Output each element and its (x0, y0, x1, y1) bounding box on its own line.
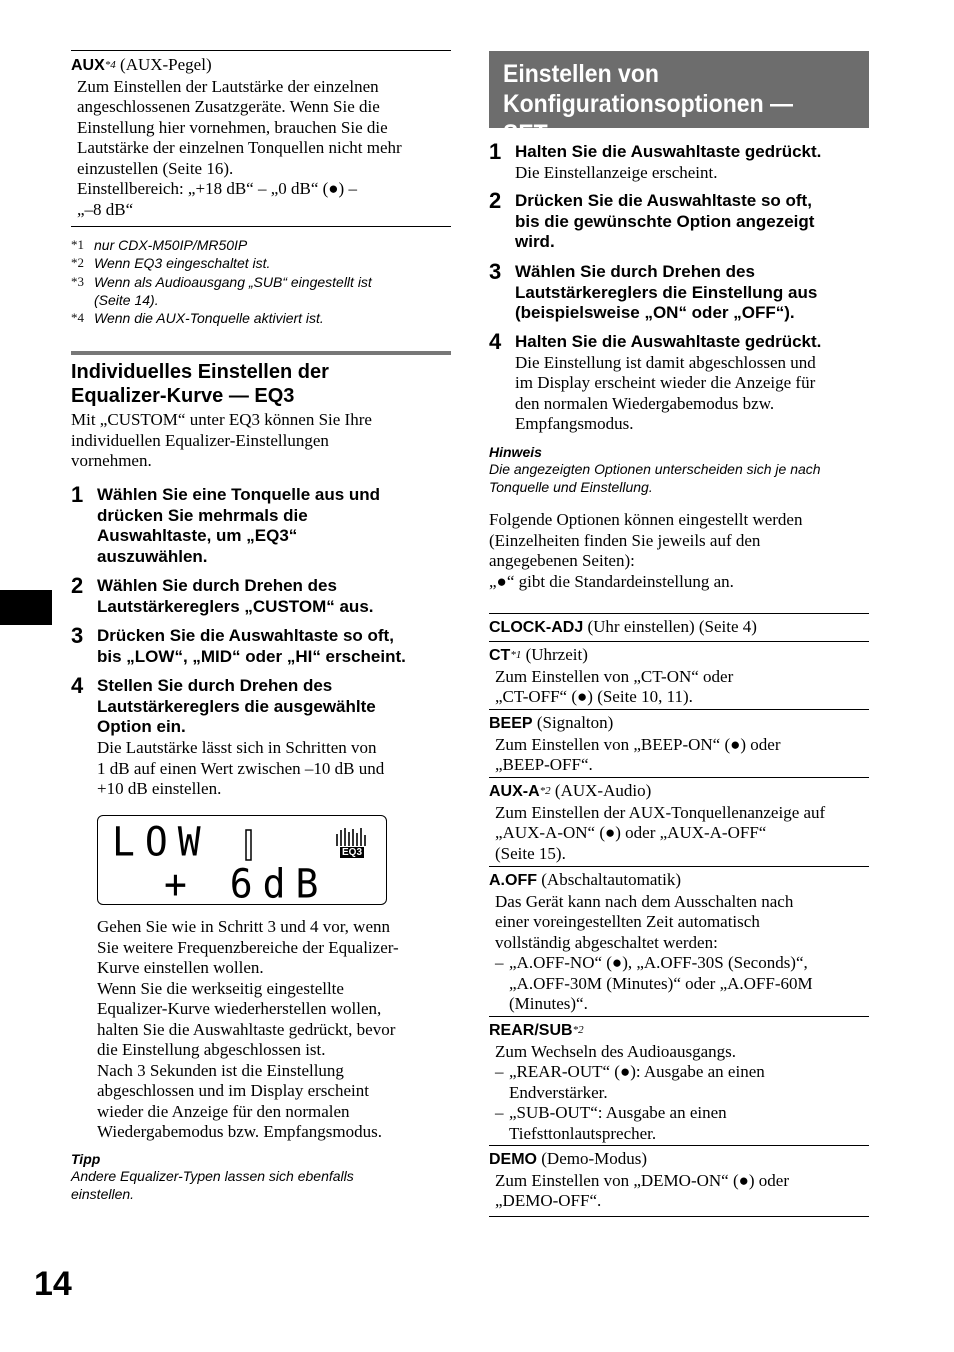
option-sup: *2 (572, 1024, 584, 1036)
option-dash-line: Endverstärker. (509, 1082, 608, 1102)
text-line: (Einzelheiten finden Sie jeweils auf den (489, 530, 761, 550)
text-line: angeschlossenen Zusatzgeräte. Wenn Sie die (77, 97, 380, 116)
section-rule (71, 351, 451, 355)
option-dash-line: „A.OFF-NO“ (●), „A.OFF-30S (Seconds)“, (509, 953, 808, 972)
footnote-mark: *1 (71, 237, 84, 252)
option-description: vollständig abgeschaltet werden: (495, 932, 718, 952)
text-line: Kurve einstellen wollen. (97, 958, 264, 977)
text-line: Lautstärke der einzelnen Tonquellen nicht mehr (77, 138, 402, 157)
section-thumb-tab (0, 590, 52, 625)
aux-option-title: AUX (71, 57, 105, 74)
step-text: wird. (515, 232, 555, 252)
eq3-badge: EQ3 (342, 847, 363, 858)
option-subtitle: (Abschaltautomatik) (541, 870, 681, 889)
banner-line: Konfigurationsoptionen — SET (503, 90, 794, 148)
text-line: wieder die Anzeige für den normalen (97, 1101, 350, 1121)
text-line: vornehmen. (71, 451, 152, 470)
step-text: Option ein. (97, 717, 186, 737)
option-a-off (489, 866, 869, 1015)
tip-text: einstellen. (71, 1186, 135, 1202)
text-line: halten Sie die Auswahltaste gedrückt, bevor (97, 1019, 396, 1039)
option-dash-line: „SUB-OUT“: Ausgabe an einen (509, 1103, 727, 1122)
eq3-graphic-icon (334, 826, 370, 858)
step-text: Lautstärkereglers die Einstellung aus (515, 282, 818, 302)
set-step-4 (489, 329, 869, 435)
option-title: CT (489, 647, 511, 664)
step-text: Wählen Sie durch Drehen des (97, 576, 337, 595)
text-line: individuellen Equalizer-Einstellungen (71, 430, 329, 450)
step-text: auszuwählen. (97, 547, 208, 567)
option-rear-sub (489, 1016, 869, 1144)
text-line: die Einstellung abgeschlossen ist. (97, 1040, 326, 1059)
step-number: 1 (489, 139, 502, 164)
option-description: Zum Einstellen der AUX-Tonquellenanzeige auf (495, 802, 826, 822)
option-dash-line: „A.OFF-30M (Minutes)“ oder „A.OFF-60M (509, 973, 813, 993)
option-description: Das Gerät kann nach dem Ausschalten nach (495, 891, 794, 911)
option-title: AUX-A (489, 783, 540, 800)
text-line: „–8 dB“ (77, 199, 134, 219)
footnote (71, 273, 451, 291)
step-text: Drücken Sie die Auswahltaste so oft, (515, 191, 812, 210)
footnote-text: Wenn EQ3 eingeschaltet ist. (94, 255, 271, 272)
option-dash-item: – „REAR-OUT“ (●): Ausgabe an einen Endverstärker. (489, 1062, 869, 1103)
option-title: DEMO (489, 1151, 537, 1168)
option-sup: *1 (510, 649, 522, 661)
tip-box (71, 1151, 451, 1203)
step-description: Empfangsmodus. (515, 414, 634, 434)
footnote (71, 291, 451, 309)
step-description: im Display erscheint wieder die Anzeige für (515, 373, 816, 393)
step-text: bis die gewünschte Option angezeigt (515, 211, 815, 231)
text-line: einzustellen (Seite 16). (77, 158, 234, 178)
option-title: BEEP (489, 715, 533, 732)
lcd-line-2: + 6dB (164, 860, 329, 908)
step-number: 2 (489, 188, 502, 213)
step-text: Auswahltaste, um „EQ3“ (97, 526, 298, 546)
text-line: Nach 3 Sekunden ist die Einstellung (97, 1060, 344, 1080)
page-number: 14 (34, 1265, 72, 1303)
option-demo (489, 1145, 869, 1217)
footnote-mark: *4 (71, 310, 84, 326)
option-subtitle: (Signalton) (536, 713, 614, 732)
level-marker-icon (244, 828, 254, 862)
step-description: den normalen Wiedergabemodus bzw. (515, 393, 775, 413)
step-description: Die Lautstärke lässt sich in Schritten von (97, 738, 377, 758)
text-line: abgeschlossen und im Display erscheint (97, 1081, 369, 1100)
option-description: „AUX-A-ON“ (●) oder „AUX-A-OFF“ (495, 823, 767, 842)
option-description: (Seite 15). (495, 843, 566, 863)
aux-option-box (71, 50, 451, 227)
step-text: bis „LOW“, „MID“ oder „HI“ erscheint. (97, 646, 406, 666)
option-subtitle: (AUX-Audio) (554, 781, 652, 800)
step-text: Drücken Sie die Auswahltaste so oft, (97, 626, 394, 645)
text-line: Einstellung hier vornehmen, brauchen Sie die (77, 117, 388, 137)
heading-line: Equalizer-Kurve — EQ3 (71, 385, 295, 407)
lcd-line-1: LOW (112, 818, 211, 866)
step-text: Halten Sie die Auswahltaste gedrückt. (515, 332, 822, 351)
footnote (71, 309, 451, 327)
option-description: „DEMO-OFF“. (495, 1191, 602, 1210)
text-line: Zum Einstellen der Lautstärke der einzelnen (77, 76, 379, 96)
option-dash-item: – „SUB-OUT“: Ausgabe an einen Tiefsttonlautsprecher. (489, 1103, 869, 1144)
lcd-display-illustration (97, 815, 387, 908)
option-subtitle: (Uhr einstellen) (Seite 4) (587, 617, 757, 636)
step-text: drücken Sie mehrmals die (97, 505, 308, 525)
aux-option-sup: *4 (104, 59, 116, 71)
step-text: Lautstärkereglers die ausgewählte (97, 696, 376, 716)
option-description: einer voreingestellten Zeit automatisch (495, 912, 760, 931)
set-step-1 (489, 139, 869, 183)
eq3-step-1 (71, 482, 451, 568)
tip-text: Andere Equalizer-Typen lassen sich ebenfalls (71, 1168, 354, 1184)
step-number: 3 (489, 259, 502, 284)
text-line: Gehen Sie wie in Schritt 3 und 4 vor, wenn (97, 917, 390, 936)
step-text: (beispielsweise „ON“ oder „OFF“). (515, 303, 795, 323)
option-description: Zum Einstellen von „BEEP-ON“ (●) oder (495, 734, 781, 754)
option-beep (489, 709, 869, 776)
step-text: Wählen Sie eine Tonquelle aus und (97, 485, 381, 504)
text-line: Wiedergabemodus bzw. Empfangsmodus. (97, 1122, 382, 1141)
eq3-intro (71, 410, 451, 472)
footnote (71, 254, 451, 272)
option-dash-line: (Minutes)“. (509, 994, 588, 1013)
footnote-text: (Seite 14). (94, 291, 159, 308)
step-text: Halten Sie die Auswahltaste gedrückt. (515, 142, 822, 161)
note-box (489, 444, 869, 496)
text-line: Wenn Sie die werkseitig eingestellte (97, 978, 344, 998)
step-description: Die Einstellung ist damit abgeschlossen und (515, 352, 816, 372)
option-description: „CT-OFF“ (●) (Seite 10, 11). (495, 687, 693, 706)
set-step-2 (489, 188, 869, 253)
option-description: „BEEP-OFF“. (495, 755, 593, 774)
step-text: Lautstärkereglers „CUSTOM“ aus. (97, 596, 374, 616)
note-heading: Hinweis (489, 444, 542, 460)
options-intro (489, 510, 869, 592)
option-sup: *2 (539, 785, 551, 797)
footnote-text: Wenn die AUX-Tonquelle aktiviert ist. (94, 310, 324, 327)
eq3-section-heading (71, 360, 451, 408)
eq3-step-4 (71, 673, 451, 800)
eq3-step-2 (71, 573, 451, 617)
eq3-step-3 (71, 623, 451, 667)
set-section-banner (489, 51, 869, 148)
option-ct (489, 641, 869, 708)
note-text: Tonquelle und Einstellung. (489, 479, 653, 495)
step-number: 3 (71, 623, 84, 648)
footnote-mark: *2 (71, 255, 84, 271)
footnote-text: nur CDX-M50IP/MR50IP (94, 237, 248, 253)
text-line: Mit „CUSTOM“ unter EQ3 können Sie Ihre (71, 410, 372, 429)
step-number: 1 (71, 482, 84, 507)
option-clock-adj (489, 613, 869, 639)
eq3-after-display-text (97, 917, 457, 1143)
step-number: 4 (71, 673, 84, 698)
option-description: Zum Wechseln des Audioausgangs. (495, 1041, 737, 1061)
footnote-text: Wenn als Audioausgang „SUB“ eingestellt ist (94, 273, 372, 290)
footnote-mark: *3 (71, 273, 84, 289)
text-line: angegebenen Seiten): (489, 551, 635, 570)
step-text: Wählen Sie durch Drehen des (515, 262, 755, 281)
text-line: Einstellbereich: „+18 dB“ – „0 dB“ (●) – (77, 179, 357, 198)
text-line: Folgende Optionen können eingestellt werden (489, 510, 803, 529)
option-dash-line: Tiefsttonlautsprecher. (509, 1123, 657, 1143)
step-description: +10 dB einstellen. (97, 779, 222, 799)
text-line: Equalizer-Kurve wiederherstellen wollen, (97, 999, 382, 1018)
option-aux-a (489, 777, 869, 864)
step-description: 1 dB auf einen Wert zwischen –10 dB und (97, 758, 385, 778)
option-dash-line: „REAR-OUT“ (●): Ausgabe an einen (509, 1062, 765, 1081)
option-description: Zum Einstellen von „DEMO-ON“ (●) oder (495, 1170, 789, 1190)
footnotes (71, 236, 451, 327)
equalizer-bars-icon (334, 826, 370, 848)
tip-heading: Tipp (71, 1151, 101, 1167)
step-text: Stellen Sie durch Drehen des (97, 676, 333, 695)
footnote-mark (71, 291, 94, 309)
note-text: Die angezeigten Optionen unterscheiden sich je nach (489, 461, 821, 477)
option-title: A.OFF (489, 872, 537, 889)
step-description: Die Einstellanzeige erscheint. (515, 162, 718, 182)
banner-line: Einstellen von (503, 60, 659, 88)
option-subtitle: (Demo-Modus) (541, 1149, 648, 1168)
footnote (71, 236, 451, 254)
option-title: REAR/SUB (489, 1022, 573, 1039)
option-dash-item: – „A.OFF-NO“ (●), „A.OFF-30S (Seconds)“, „A.OFF-30M (Minutes)“ oder „A.OFF-60M (Minutes)“. (489, 953, 869, 1015)
heading-line: Individuelles Einstellen der (71, 361, 329, 383)
aux-option-subtitle: (AUX-Pegel) (120, 55, 212, 74)
aux-option-description (71, 77, 451, 221)
option-description: Zum Einstellen von „CT-ON“ oder (495, 666, 734, 686)
text-line: „●“ gibt die Standardeinstellung an. (489, 571, 734, 591)
step-number: 4 (489, 329, 502, 354)
option-subtitle: (Uhrzeit) (525, 645, 588, 664)
option-title: CLOCK-ADJ (489, 619, 584, 636)
step-number: 2 (71, 573, 84, 598)
text-line: Sie weitere Frequenzbereiche der Equalizer- (97, 937, 399, 957)
set-step-3 (489, 259, 869, 324)
